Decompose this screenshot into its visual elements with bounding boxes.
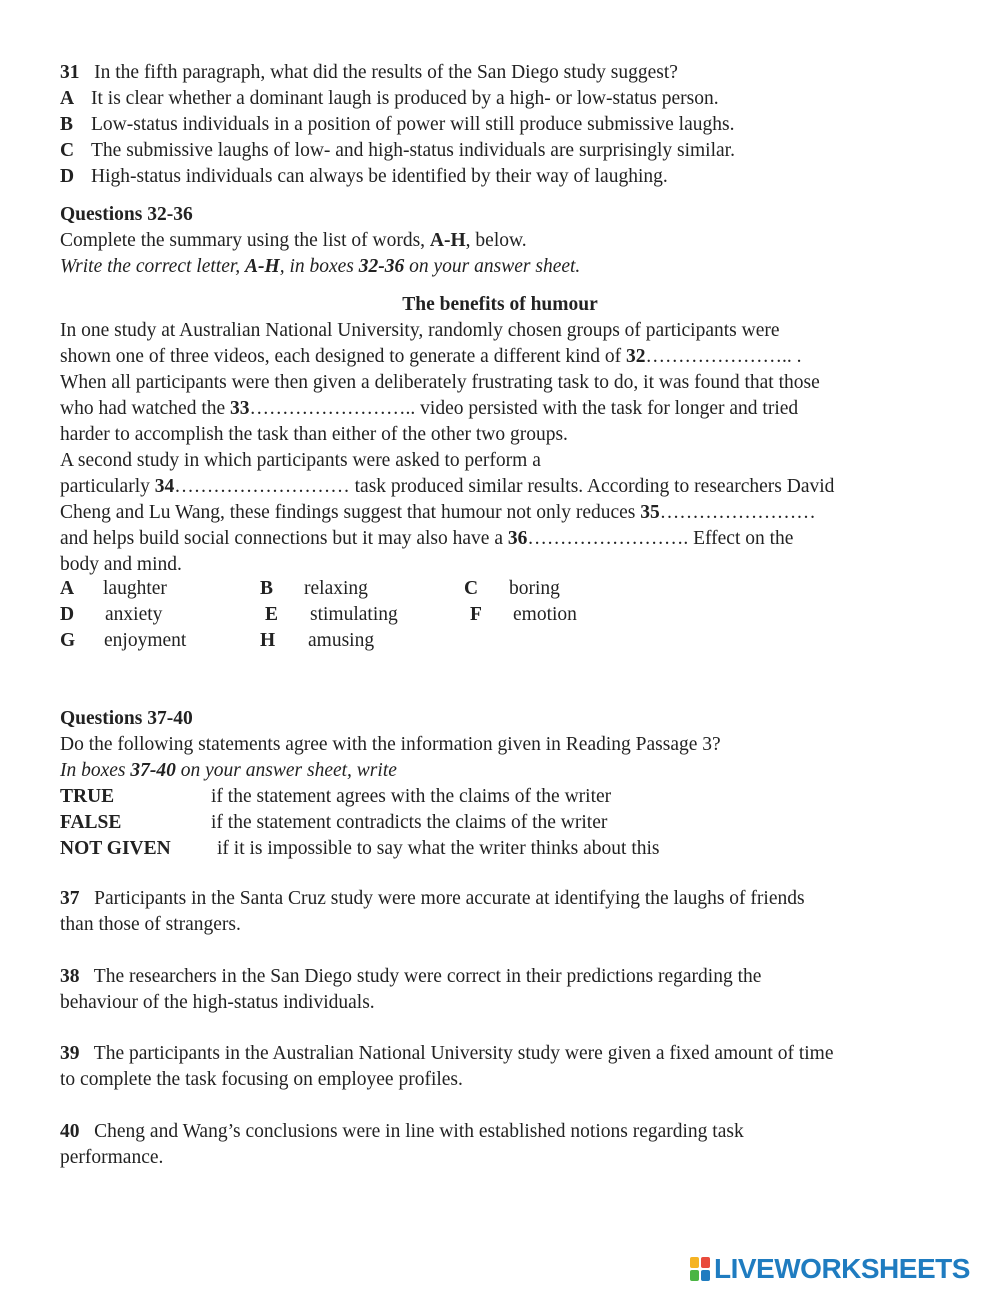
instruction-text: Complete the summary using the list of words, <box>60 230 430 251</box>
word-item: anxiety <box>105 604 163 625</box>
gap-32-blank[interactable]: ………………….. . <box>645 346 802 367</box>
word-list-row <box>60 628 660 654</box>
option-letter: C <box>60 140 75 161</box>
instruction-part: , in boxes <box>279 256 359 277</box>
instruction-part: In boxes <box>60 760 131 781</box>
instruction-boxes: 37-40 <box>130 760 176 781</box>
gap-number-35: 35 <box>640 502 660 523</box>
statement-40-cont: performance. <box>60 1147 164 1168</box>
question-number: 31 <box>60 62 80 83</box>
section-heading-37-40: Questions 37-40 <box>60 708 193 729</box>
key-not-given-desc: if it is impossible to say what the writer thinks about this <box>217 838 660 859</box>
gap-number-33: 33 <box>230 398 250 419</box>
logo-square <box>701 1270 710 1281</box>
logo-square <box>701 1257 710 1268</box>
statement-38-cont: behaviour of the high-status individuals. <box>60 992 375 1013</box>
word-letter: B <box>260 578 274 599</box>
gap-36-blank[interactable]: ……………………. Effect on the <box>527 528 794 549</box>
instruction-range: A-H <box>429 230 466 251</box>
section-heading-32-36: Questions 32-36 <box>60 204 193 225</box>
summary-line <box>60 500 816 526</box>
summary-line <box>60 474 834 500</box>
word-item: stimulating <box>310 604 398 625</box>
statement-number: 39 <box>60 1043 80 1064</box>
summary-line: In one study at Australian National University, randomly chosen groups of participants were <box>60 320 780 341</box>
summary-text: shown one of three videos, each designed to generate a different kind of <box>60 346 627 367</box>
statement-number: 38 <box>60 966 80 987</box>
option-letter: D <box>60 166 75 187</box>
statement-number: 40 <box>60 1121 80 1142</box>
summary-line: A second study in which participants were asked to perform a <box>60 450 541 471</box>
summary-line <box>60 526 793 552</box>
gap-number-36: 36 <box>507 528 528 549</box>
statement-text: The researchers in the San Diego study were correct in their predictions regarding the <box>93 966 762 987</box>
logo-text: LIVEWORKSHEETS <box>714 1253 970 1284</box>
instruction-part: Write the correct letter, <box>60 256 246 277</box>
summary-text: who had watched the <box>60 398 231 419</box>
summary-line: harder to accomplish the task than either of the other two groups. <box>60 424 568 445</box>
statement-37 <box>60 886 805 912</box>
option-text: High-status individuals can always be identified by their way of laughing. <box>91 166 668 187</box>
summary-text: and helps build social connections but it may also have a <box>60 528 508 549</box>
word-item: amusing <box>308 630 375 651</box>
word-letter: E <box>265 604 279 625</box>
key-false: FALSE <box>60 812 122 833</box>
summary-text: Cheng and Lu Wang, these findings suggest that humour not only reduces <box>60 502 641 523</box>
option-letter: B <box>60 114 74 135</box>
gap-33-blank[interactable]: …………………….. video persisted with the task for longer and tried <box>249 398 799 419</box>
word-item: emotion <box>513 604 577 625</box>
statement-text: Participants in the Santa Cruz study were more accurate at identifying the laughs of friends <box>94 888 805 909</box>
logo-square <box>690 1257 699 1268</box>
key-true: TRUE <box>60 786 115 807</box>
summary-title: The benefits of humour <box>402 294 598 315</box>
gap-number-32: 32 <box>626 346 646 367</box>
statement-text: The participants in the Australian National University study were given a fixed amount of time <box>93 1043 834 1064</box>
instruction: Do the following statements agree with the information given in Reading Passage 3? <box>60 734 721 755</box>
summary-line <box>60 396 798 422</box>
instruction-italic <box>60 254 580 280</box>
statement-39 <box>60 1041 834 1067</box>
summary-line <box>60 344 802 370</box>
liveworksheets-logo[interactable] <box>690 1254 970 1284</box>
key-false-desc: if the statement contradicts the claims of the writer <box>211 812 608 833</box>
word-list-row <box>60 576 660 602</box>
word-item: relaxing <box>304 578 368 599</box>
instruction-italic <box>60 758 397 784</box>
word-item: boring <box>509 578 560 599</box>
option-d <box>60 164 668 190</box>
word-list-row <box>60 602 660 628</box>
option-text: Low-status individuals in a position of power will still produce submissive laughs. <box>91 114 735 135</box>
gap-35-blank[interactable]: …………………… <box>659 502 816 523</box>
option-b <box>60 112 734 138</box>
key-not-given: NOT GIVEN <box>60 838 171 859</box>
key-true-desc: if the statement agrees with the claims of the writer <box>211 786 612 807</box>
word-letter: H <box>260 630 276 651</box>
word-letter: F <box>470 604 482 625</box>
statement-number: 37 <box>60 888 80 909</box>
summary-line: body and mind. <box>60 554 182 575</box>
gap-34-blank[interactable]: ……………………… task produced similar results. According to researchers David <box>174 476 835 497</box>
statement-38 <box>60 964 761 990</box>
instruction-part: on your answer sheet, write <box>175 760 397 781</box>
word-item: laughter <box>103 578 167 599</box>
option-letter: A <box>60 88 75 109</box>
option-text: The submissive laughs of low- and high-status individuals are surprisingly similar. <box>91 140 735 161</box>
question-31 <box>60 60 678 86</box>
statement-37-cont: than those of strangers. <box>60 914 241 935</box>
statement-text: Cheng and Wang’s conclusions were in line with established notions regarding task <box>94 1121 744 1142</box>
instruction <box>60 228 527 254</box>
option-c <box>60 138 735 164</box>
instruction-part: on your answer sheet. <box>404 256 581 277</box>
statement-39-cont: to complete the task focusing on employee profiles. <box>60 1069 463 1090</box>
question-text: In the fifth paragraph, what did the results of the San Diego study suggest? <box>94 62 678 83</box>
summary-line: When all participants were then given a deliberately frustrating task to do, it was found that those <box>60 372 820 393</box>
summary-text: particularly <box>60 476 155 497</box>
word-letter: A <box>60 578 75 599</box>
statement-40 <box>60 1119 744 1145</box>
option-text: It is clear whether a dominant laugh is produced by a high- or low-status person. <box>91 88 719 109</box>
option-a <box>60 86 719 112</box>
word-item: enjoyment <box>104 630 187 651</box>
word-letter: D <box>60 604 75 625</box>
instruction-range: A-H <box>245 256 280 277</box>
logo-square <box>690 1270 699 1281</box>
instruction-boxes: 32-36 <box>358 256 405 277</box>
gap-number-34: 34 <box>154 476 175 497</box>
instruction-text-end: , below. <box>465 230 527 251</box>
word-letter: G <box>60 630 76 651</box>
liveworksheets-logo-icon <box>690 1257 710 1281</box>
word-list <box>60 576 660 654</box>
word-letter: C <box>464 578 479 599</box>
